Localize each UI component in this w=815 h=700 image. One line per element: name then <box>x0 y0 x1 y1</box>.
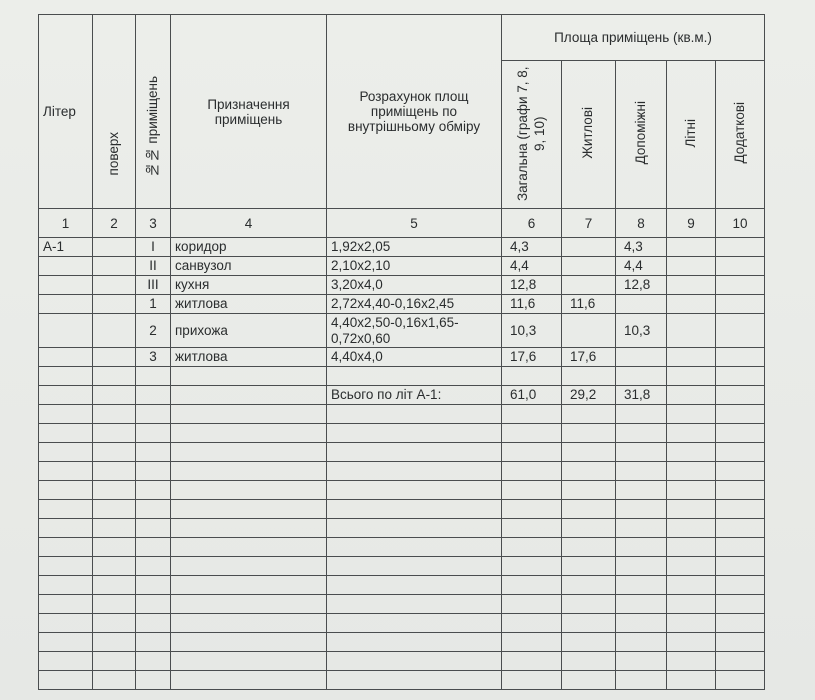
empty-cell <box>716 481 765 500</box>
empty-cell <box>616 424 667 443</box>
empty-cell <box>39 614 93 633</box>
empty-cell <box>171 424 327 443</box>
cell-auxiliary-area: 10,3 <box>616 314 667 348</box>
empty-cell <box>93 557 136 576</box>
cell-auxiliary-area: 12,8 <box>616 276 667 295</box>
column-number: 6 <box>502 209 562 238</box>
cell-purpose: житлова <box>171 295 327 314</box>
cell-auxiliary-area: 4,4 <box>616 257 667 276</box>
empty-table-row <box>39 519 765 538</box>
empty-cell <box>616 519 667 538</box>
empty-cell <box>171 405 327 424</box>
table-row <box>39 295 765 314</box>
empty-cell <box>327 614 502 633</box>
cell-total-area: 61,0 <box>502 386 562 405</box>
empty-cell <box>716 557 765 576</box>
cell-additional-area <box>716 276 765 295</box>
empty-cell <box>616 462 667 481</box>
empty-cell <box>502 557 562 576</box>
cell-calculation: 4,40х4,0 <box>327 348 502 367</box>
table-row <box>39 386 765 405</box>
cell-floor <box>93 314 136 348</box>
empty-cell <box>171 671 327 690</box>
empty-table-row <box>39 538 765 557</box>
empty-cell <box>502 424 562 443</box>
cell-purpose <box>171 367 327 386</box>
cell-purpose: санвузол <box>171 257 327 276</box>
empty-cell <box>667 519 716 538</box>
cell-living-area <box>562 238 616 257</box>
empty-cell <box>93 614 136 633</box>
cell-auxiliary-area <box>616 295 667 314</box>
empty-cell <box>136 462 171 481</box>
empty-cell <box>171 519 327 538</box>
empty-cell <box>136 633 171 652</box>
empty-cell <box>716 614 765 633</box>
empty-cell <box>171 462 327 481</box>
empty-cell <box>136 614 171 633</box>
cell-summer-area <box>667 257 716 276</box>
empty-table-row <box>39 576 765 595</box>
empty-cell <box>93 576 136 595</box>
cell-floor <box>93 295 136 314</box>
empty-cell <box>171 557 327 576</box>
column-number: 3 <box>136 209 171 238</box>
empty-cell <box>616 671 667 690</box>
cell-liter <box>39 257 93 276</box>
cell-total-area: 10,3 <box>502 314 562 348</box>
header-area-group: Площа приміщень (кв.м.) <box>502 15 765 61</box>
empty-cell <box>562 519 616 538</box>
empty-cell <box>502 671 562 690</box>
empty-cell <box>616 576 667 595</box>
empty-cell <box>327 481 502 500</box>
cell-purpose: прихожа <box>171 314 327 348</box>
empty-cell <box>667 500 716 519</box>
cell-calculation: 2,72х4,40-0,16х2,45 <box>327 295 502 314</box>
empty-cell <box>136 595 171 614</box>
empty-cell <box>667 557 716 576</box>
cell-liter <box>39 367 93 386</box>
empty-cell <box>93 538 136 557</box>
table-row <box>39 257 765 276</box>
empty-cell <box>39 519 93 538</box>
empty-cell <box>667 633 716 652</box>
header-liter: Літер <box>39 15 93 209</box>
empty-cell <box>171 614 327 633</box>
cell-liter <box>39 348 93 367</box>
cell-additional-area <box>716 386 765 405</box>
empty-cell <box>562 557 616 576</box>
cell-room-number: 3 <box>136 348 171 367</box>
table-row <box>39 238 765 257</box>
column-number: 1 <box>39 209 93 238</box>
table-row <box>39 276 765 295</box>
empty-cell <box>171 538 327 557</box>
empty-cell <box>171 500 327 519</box>
empty-cell <box>667 462 716 481</box>
empty-cell <box>716 538 765 557</box>
empty-cell <box>667 405 716 424</box>
empty-cell <box>171 576 327 595</box>
cell-purpose: кухня <box>171 276 327 295</box>
cell-floor <box>93 257 136 276</box>
empty-cell <box>93 424 136 443</box>
empty-cell <box>562 671 616 690</box>
empty-cell <box>171 652 327 671</box>
empty-cell <box>562 405 616 424</box>
cell-auxiliary-area <box>616 348 667 367</box>
cell-additional-area <box>716 314 765 348</box>
empty-cell <box>93 481 136 500</box>
empty-cell <box>562 633 616 652</box>
cell-additional-area <box>716 257 765 276</box>
column-number: 10 <box>716 209 765 238</box>
empty-cell <box>502 652 562 671</box>
empty-cell <box>562 576 616 595</box>
cell-total-area: 17,6 <box>502 348 562 367</box>
empty-cell <box>716 576 765 595</box>
empty-cell <box>327 576 502 595</box>
empty-cell <box>562 443 616 462</box>
cell-floor <box>93 348 136 367</box>
empty-cell <box>136 519 171 538</box>
empty-cell <box>136 671 171 690</box>
empty-table-row <box>39 671 765 690</box>
table-row <box>39 348 765 367</box>
cell-room-number <box>136 386 171 405</box>
cell-liter <box>39 276 93 295</box>
empty-cell <box>716 652 765 671</box>
empty-cell <box>616 443 667 462</box>
empty-cell <box>39 424 93 443</box>
empty-table-row <box>39 405 765 424</box>
cell-floor <box>93 386 136 405</box>
cell-liter: А-1 <box>39 238 93 257</box>
cell-auxiliary-area: 31,8 <box>616 386 667 405</box>
empty-cell <box>171 481 327 500</box>
empty-cell <box>667 424 716 443</box>
cell-floor <box>93 276 136 295</box>
empty-cell <box>502 633 562 652</box>
empty-cell <box>39 652 93 671</box>
cell-room-number: I <box>136 238 171 257</box>
cell-additional-area <box>716 295 765 314</box>
empty-cell <box>136 481 171 500</box>
empty-cell <box>39 633 93 652</box>
empty-cell <box>93 500 136 519</box>
empty-cell <box>39 405 93 424</box>
cell-calculation: Всього по літ А-1: <box>327 386 502 405</box>
column-numbers-row <box>39 209 765 238</box>
cell-liter <box>39 295 93 314</box>
header-summer-area: Літні <box>667 61 716 209</box>
empty-cell <box>39 576 93 595</box>
empty-cell <box>327 405 502 424</box>
empty-cell <box>502 595 562 614</box>
empty-cell <box>667 614 716 633</box>
empty-cell <box>616 538 667 557</box>
empty-cell <box>327 633 502 652</box>
empty-cell <box>562 424 616 443</box>
empty-cell <box>39 462 93 481</box>
empty-cell <box>716 405 765 424</box>
cell-summer-area <box>667 348 716 367</box>
empty-cell <box>667 595 716 614</box>
cell-liter <box>39 386 93 405</box>
cell-auxiliary-area: 4,3 <box>616 238 667 257</box>
empty-cell <box>93 519 136 538</box>
empty-cell <box>562 614 616 633</box>
cell-total-area <box>502 367 562 386</box>
empty-cell <box>716 595 765 614</box>
table-row <box>39 367 765 386</box>
empty-cell <box>716 462 765 481</box>
empty-cell <box>327 462 502 481</box>
cell-living-area <box>562 257 616 276</box>
empty-cell <box>502 614 562 633</box>
column-number: 9 <box>667 209 716 238</box>
cell-summer-area <box>667 238 716 257</box>
empty-cell <box>39 538 93 557</box>
empty-cell <box>716 443 765 462</box>
empty-cell <box>716 633 765 652</box>
cell-additional-area <box>716 348 765 367</box>
cell-total-area: 11,6 <box>502 295 562 314</box>
cell-summer-area <box>667 367 716 386</box>
empty-cell <box>616 633 667 652</box>
empty-cell <box>171 443 327 462</box>
empty-cell <box>716 500 765 519</box>
header-floor: поверх <box>93 15 136 209</box>
column-number: 4 <box>171 209 327 238</box>
empty-cell <box>93 652 136 671</box>
cell-room-number: II <box>136 257 171 276</box>
empty-table-row <box>39 614 765 633</box>
empty-cell <box>716 424 765 443</box>
cell-calculation: 1,92х2,05 <box>327 238 502 257</box>
empty-table-row <box>39 424 765 443</box>
cell-calculation <box>327 367 502 386</box>
cell-room-number: III <box>136 276 171 295</box>
empty-cell <box>39 557 93 576</box>
empty-cell <box>562 500 616 519</box>
empty-cell <box>39 671 93 690</box>
empty-cell <box>93 462 136 481</box>
empty-cell <box>327 443 502 462</box>
cell-purpose <box>171 386 327 405</box>
empty-cell <box>39 481 93 500</box>
cell-total-area: 4,3 <box>502 238 562 257</box>
cell-living-area <box>562 314 616 348</box>
empty-cell <box>667 443 716 462</box>
cell-calculation: 2,10х2,10 <box>327 257 502 276</box>
empty-cell <box>136 538 171 557</box>
cell-living-area <box>562 276 616 295</box>
header-additional-area: Додаткові <box>716 61 765 209</box>
empty-table-row <box>39 557 765 576</box>
empty-cell <box>502 500 562 519</box>
column-number: 2 <box>93 209 136 238</box>
empty-table-row <box>39 481 765 500</box>
cell-floor <box>93 238 136 257</box>
cell-calculation: 4,40х2,50-0,16х1,65-0,72х0,60 <box>327 314 502 348</box>
header-purpose: Призначення приміщень <box>171 15 327 209</box>
empty-cell <box>136 557 171 576</box>
empty-cell <box>562 595 616 614</box>
empty-table-row <box>39 462 765 481</box>
column-number: 5 <box>327 209 502 238</box>
empty-table-row <box>39 652 765 671</box>
room-area-table <box>38 14 765 690</box>
empty-cell <box>502 443 562 462</box>
cell-total-area: 4,4 <box>502 257 562 276</box>
empty-cell <box>93 443 136 462</box>
empty-cell <box>616 557 667 576</box>
empty-cell <box>616 500 667 519</box>
header-calculation: Розрахунок площ приміщень по внутрішньому обміру <box>327 15 502 209</box>
empty-cell <box>502 481 562 500</box>
cell-summer-area <box>667 295 716 314</box>
empty-cell <box>171 595 327 614</box>
cell-summer-area <box>667 314 716 348</box>
empty-cell <box>667 538 716 557</box>
table-row <box>39 314 765 348</box>
empty-cell <box>667 481 716 500</box>
empty-cell <box>616 652 667 671</box>
empty-cell <box>136 500 171 519</box>
cell-total-area: 12,8 <box>502 276 562 295</box>
empty-cell <box>716 519 765 538</box>
cell-room-number: 1 <box>136 295 171 314</box>
empty-cell <box>93 633 136 652</box>
cell-living-area: 29,2 <box>562 386 616 405</box>
cell-living-area: 11,6 <box>562 295 616 314</box>
cell-living-area: 17,6 <box>562 348 616 367</box>
empty-cell <box>93 405 136 424</box>
empty-cell <box>39 500 93 519</box>
empty-cell <box>136 652 171 671</box>
empty-cell <box>562 462 616 481</box>
cell-additional-area <box>716 238 765 257</box>
empty-cell <box>327 500 502 519</box>
empty-cell <box>327 557 502 576</box>
empty-cell <box>502 538 562 557</box>
empty-cell <box>327 424 502 443</box>
cell-auxiliary-area <box>616 367 667 386</box>
empty-cell <box>327 538 502 557</box>
column-number: 7 <box>562 209 616 238</box>
empty-table-row <box>39 500 765 519</box>
empty-cell <box>562 538 616 557</box>
header-total-area: Загальна (графи 7, 8, 9, 10) <box>502 61 562 209</box>
cell-living-area <box>562 367 616 386</box>
empty-cell <box>136 405 171 424</box>
empty-cell <box>136 424 171 443</box>
empty-cell <box>502 405 562 424</box>
cell-summer-area <box>667 386 716 405</box>
empty-cell <box>562 481 616 500</box>
empty-cell <box>667 652 716 671</box>
empty-table-row <box>39 443 765 462</box>
empty-cell <box>39 443 93 462</box>
empty-cell <box>136 443 171 462</box>
empty-table-row <box>39 595 765 614</box>
cell-summer-area <box>667 276 716 295</box>
header-living-area: Житлові <box>562 61 616 209</box>
empty-cell <box>716 671 765 690</box>
cell-floor <box>93 367 136 386</box>
cell-purpose: житлова <box>171 348 327 367</box>
empty-cell <box>327 595 502 614</box>
empty-cell <box>327 652 502 671</box>
header-auxiliary-area: Допоміжні <box>616 61 667 209</box>
empty-cell <box>93 671 136 690</box>
empty-cell <box>171 633 327 652</box>
cell-purpose: коридор <box>171 238 327 257</box>
empty-cell <box>39 595 93 614</box>
cell-room-number <box>136 367 171 386</box>
empty-cell <box>502 519 562 538</box>
empty-cell <box>667 671 716 690</box>
empty-cell <box>616 405 667 424</box>
cell-liter <box>39 314 93 348</box>
empty-cell <box>502 576 562 595</box>
empty-cell <box>616 614 667 633</box>
empty-cell <box>667 576 716 595</box>
empty-cell <box>136 576 171 595</box>
cell-calculation: 3,20х4,0 <box>327 276 502 295</box>
empty-cell <box>616 481 667 500</box>
header-room-number: №№ приміщень <box>136 15 171 209</box>
empty-cell <box>616 595 667 614</box>
empty-cell <box>327 671 502 690</box>
column-number: 8 <box>616 209 667 238</box>
empty-cell <box>562 652 616 671</box>
cell-additional-area <box>716 367 765 386</box>
empty-cell <box>93 595 136 614</box>
cell-room-number: 2 <box>136 314 171 348</box>
empty-cell <box>502 462 562 481</box>
empty-cell <box>327 519 502 538</box>
empty-table-row <box>39 633 765 652</box>
